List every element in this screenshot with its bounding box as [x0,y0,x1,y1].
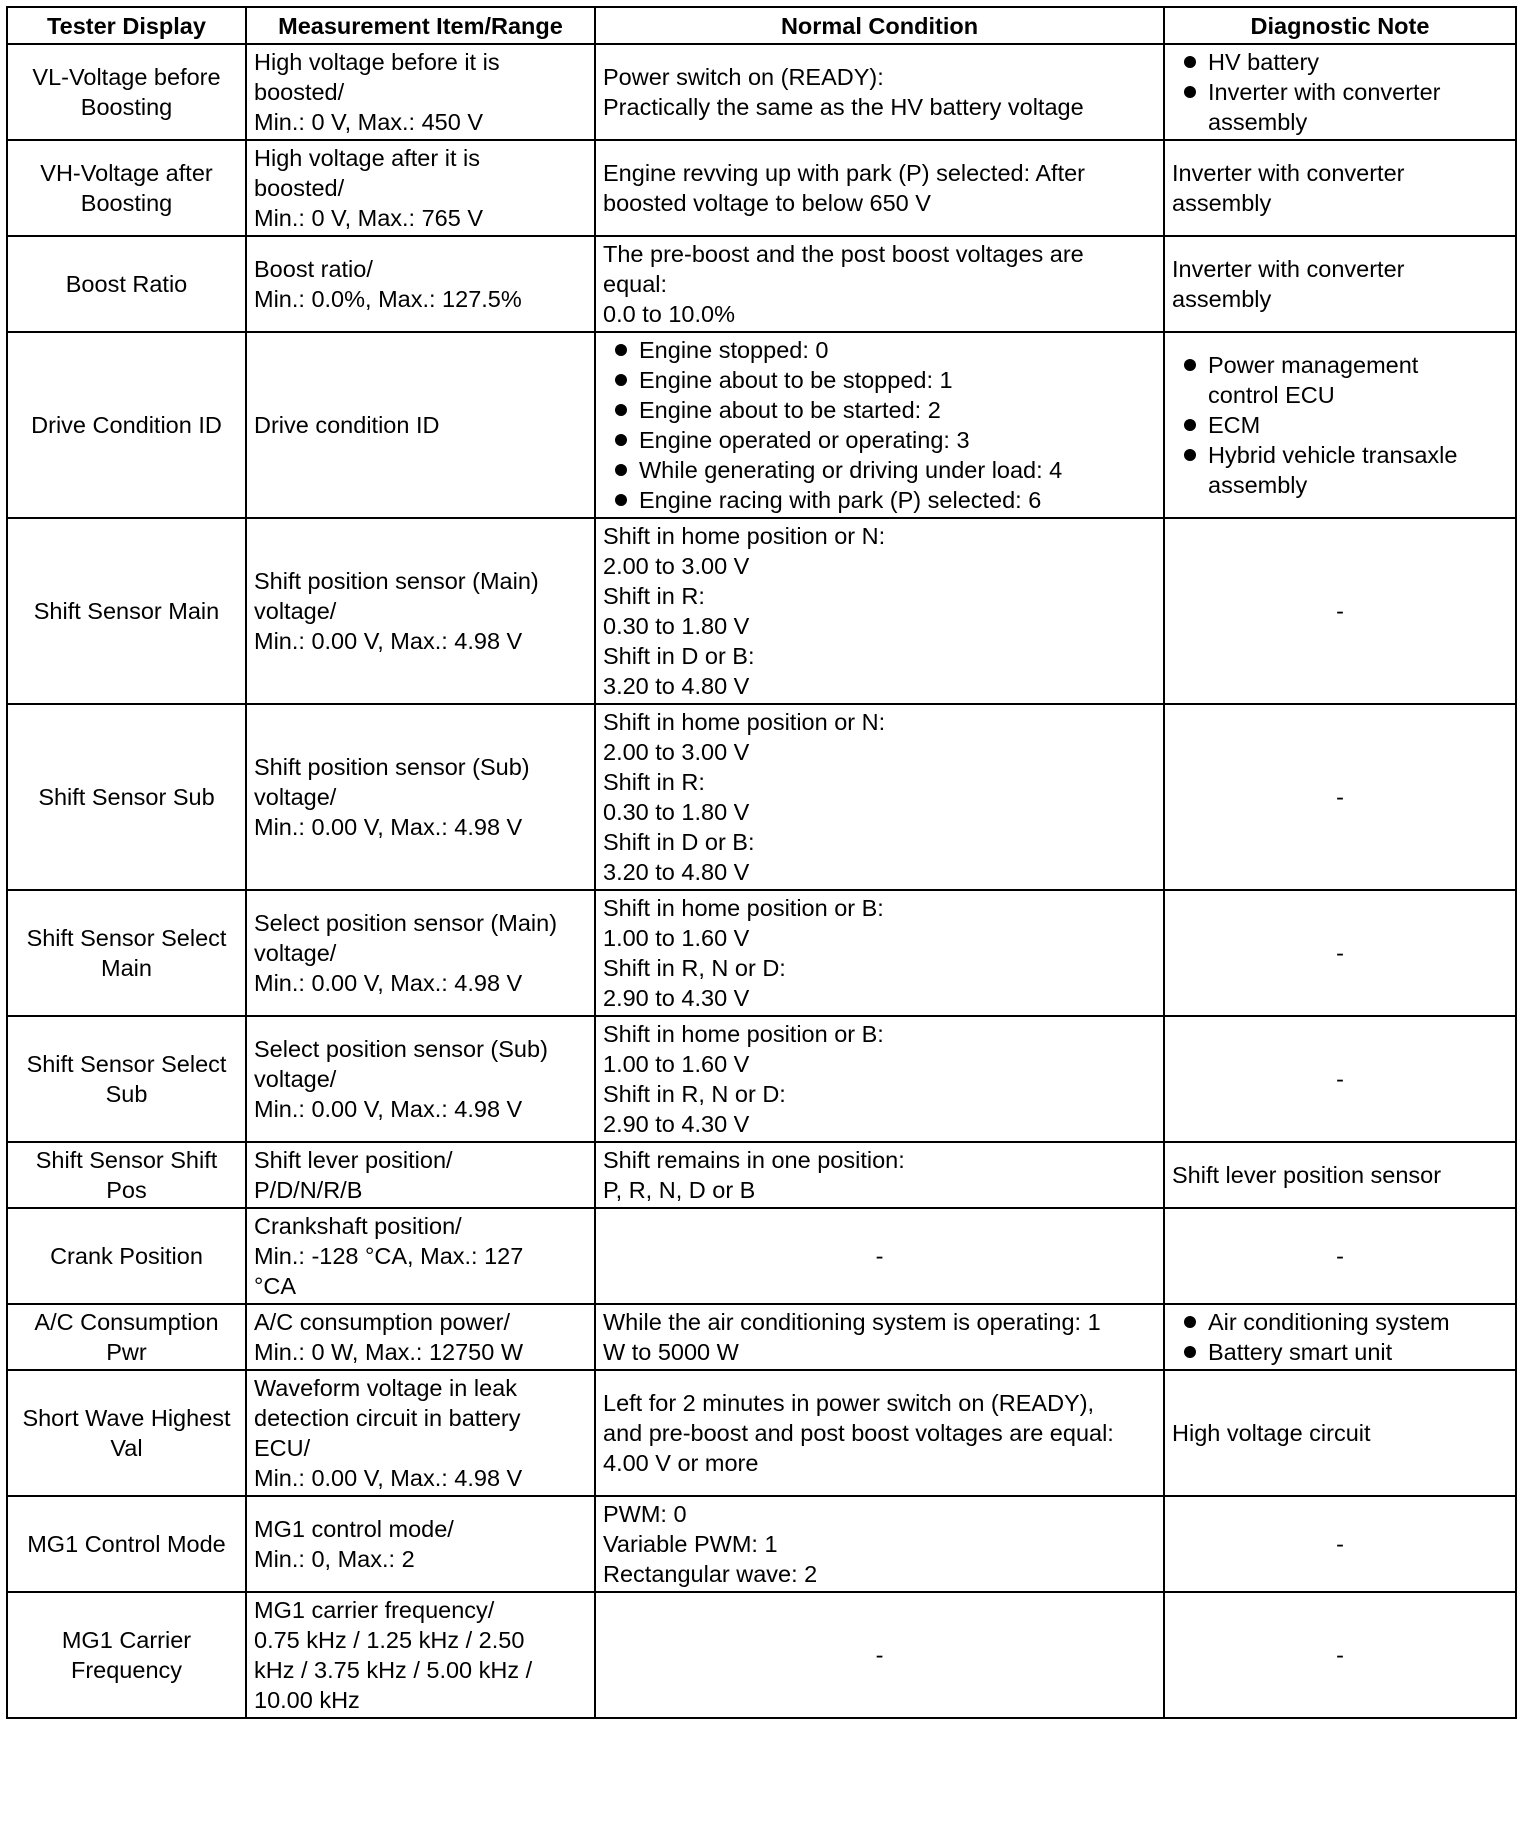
tester-display-cell [7,1370,246,1496]
diagnostic-note-cell [1164,704,1516,890]
diagnostic-note-cell [1164,1208,1516,1304]
cell-line: The pre-boost and the post boost voltages are [603,241,1084,267]
cell-line: P/D/N/R/B [254,1177,363,1203]
cell-line: Min.: 0.00 V, Max.: 4.98 V [254,1465,523,1491]
diagnostic-note-cell [1164,236,1516,332]
measurement-range-cell [246,332,595,518]
table-row [7,236,1516,332]
cell-line: Shift in D or B: [603,643,755,669]
empty-value-dash: - [875,1642,884,1668]
diagnostic-note-cell [1164,44,1516,140]
cell-line: voltage/ [254,1066,337,1092]
measurement-range-cell [246,704,595,890]
cell-line: Shift Sensor Select [26,1051,227,1077]
cell-line: Sub [105,1081,148,1107]
table-row [7,332,1516,518]
cell-line: Min.: 0.00 V, Max.: 4.98 V [254,814,523,840]
cell-line: 3.20 to 4.80 V [603,859,750,885]
cell-line: Boosting [80,94,173,120]
cell-line: Shift position sensor (Main) [254,568,539,594]
normal-condition-cell [595,1592,1164,1718]
cell-line: Min.: 0.0%, Max.: 127.5% [254,286,522,312]
cell-line: Shift lever position/ [254,1147,453,1173]
cell-line: Shift Sensor Shift [35,1147,218,1173]
cell-line: Short Wave Highest [22,1405,231,1431]
measurement-range-cell [246,140,595,236]
cell-line: Engine revving up with park (P) selected: After [603,160,1085,186]
cell-line: A/C consumption power/ [254,1309,511,1335]
measurement-range-cell [246,1496,595,1592]
cell-line: Min.: -128 °CA, Max.: 127 [254,1243,524,1269]
cell-line: Main [101,955,152,981]
empty-value-dash: - [875,1243,884,1269]
bullet-item [1172,1337,1508,1367]
cell-line: Min.: 0, Max.: 2 [254,1546,415,1572]
cell-line: Shift position sensor (Sub) [254,754,530,780]
cell-line: MG1 Carrier [61,1627,192,1653]
bullet-item [1172,77,1508,137]
bullet-text: assembly [1208,109,1308,135]
empty-value-dash: - [1336,1243,1344,1269]
cell-line: Shift Sensor Sub [38,784,215,810]
cell-line: MG1 carrier frequency/ [254,1597,495,1623]
table-header [7,7,1516,44]
bullet-item [603,485,1156,515]
normal-condition-cell [595,332,1164,518]
cell-line: Val [110,1435,143,1461]
cell-line: VL-Voltage before [32,64,221,90]
cell-line: Drive condition ID [254,412,440,438]
cell-line: Rectangular wave: 2 [603,1561,818,1587]
cell-line: MG1 control mode/ [254,1516,454,1542]
cell-line: 1.00 to 1.60 V [603,1051,750,1077]
bullet-text: Engine stopped: 0 [639,337,829,363]
cell-line: Left for 2 minutes in power switch on (READY), [603,1390,1095,1416]
cell-line: Practically the same as the HV battery voltage [603,94,1084,120]
cell-line: °CA [254,1273,297,1299]
tester-display-cell [7,1496,246,1592]
cell-line: Min.: 0.00 V, Max.: 4.98 V [254,628,523,654]
normal-condition-cell [595,518,1164,704]
bullet-icon [615,434,627,446]
table-row [7,1208,1516,1304]
bullet-text: HV battery [1208,49,1320,75]
tester-display-cell [7,518,246,704]
cell-line: Shift in R: [603,583,705,609]
cell-line: High voltage after it is [254,145,480,171]
bullet-item [1172,1307,1508,1337]
cell-line: Shift remains in one position: [603,1147,905,1173]
diagnostic-note-cell [1164,1016,1516,1142]
cell-line: Shift in R, N or D: [603,1081,786,1107]
cell-line: Pos [106,1177,147,1203]
diagnostic-note-cell [1164,332,1516,518]
table-row [7,1304,1516,1370]
cell-line: assembly [1172,286,1272,312]
cell-line: Min.: 0 W, Max.: 12750 W [254,1339,524,1365]
cell-line: 0.0 to 10.0% [603,301,735,327]
measurement-range-cell [246,890,595,1016]
cell-line: Power switch on (READY): [603,64,884,90]
cell-line: 3.20 to 4.80 V [603,673,750,699]
bullet-text: Air conditioning system [1208,1309,1450,1335]
measurement-range-cell [246,1370,595,1496]
cell-line: While the air conditioning system is operating: 1 [603,1309,1101,1335]
cell-line: Shift in home position or B: [603,1021,884,1047]
tester-display-cell [7,1304,246,1370]
cell-line: Frequency [70,1657,183,1683]
bullet-text: Battery smart unit [1208,1339,1393,1365]
normal-condition-cell [595,1016,1164,1142]
cell-line: Shift in R: [603,769,705,795]
bullet-text: Engine about to be stopped: 1 [639,367,953,393]
cell-line: Waveform voltage in leak [254,1375,517,1401]
measurement-range-cell [246,1016,595,1142]
bullet-icon [615,494,627,506]
measurement-range-cell [246,1142,595,1208]
diagnostic-note-cell [1164,1592,1516,1718]
tester-display-cell [7,236,246,332]
cell-line: A/C Consumption [34,1309,219,1335]
cell-line: Crankshaft position/ [254,1213,462,1239]
bullet-text: Engine operated or operating: 3 [639,427,970,453]
normal-condition-cell [595,1208,1164,1304]
tester-display-cell [7,1592,246,1718]
cell-line: Shift in home position or N: [603,709,886,735]
bullet-icon [1184,1346,1196,1358]
cell-line: Min.: 0 V, Max.: 765 V [254,205,484,231]
bullet-item [603,395,1156,425]
bullet-text: Power management [1208,352,1419,378]
bullet-list [1172,1307,1508,1367]
measurement-range-cell [246,236,595,332]
bullet-text: assembly [1208,472,1308,498]
cell-line: Select position sensor (Sub) [254,1036,548,1062]
cell-line: boosted/ [254,175,345,201]
cell-line: 1.00 to 1.60 V [603,925,750,951]
cell-line: Shift Sensor Main [33,598,220,624]
bullet-icon [1184,359,1196,371]
cell-line: High voltage circuit [1172,1420,1371,1446]
diagnostic-note-cell [1164,890,1516,1016]
table-row [7,1592,1516,1718]
table-row [7,1496,1516,1592]
cell-line: Shift in D or B: [603,829,755,855]
cell-line: Min.: 0.00 V, Max.: 4.98 V [254,970,523,996]
cell-line: Shift lever position sensor [1172,1162,1442,1188]
empty-value-dash: - [1336,1531,1344,1557]
cell-line: 0.75 kHz / 1.25 kHz / 2.50 [254,1627,525,1653]
cell-line: MG1 Control Mode [27,1531,226,1557]
tester-display-cell [7,332,246,518]
cell-line: and pre-boost and post boost voltages are equal: [603,1420,1114,1446]
tester-display-cell [7,1142,246,1208]
empty-value-dash: - [1336,598,1344,624]
normal-condition-cell [595,1142,1164,1208]
cell-line: PWM: 0 [603,1501,687,1527]
cell-line: Crank Position [50,1243,203,1269]
cell-line: 0.30 to 1.80 V [603,613,750,639]
cell-line: Shift in home position or N: [603,523,886,549]
cell-line: 0.30 to 1.80 V [603,799,750,825]
cell-line: Min.: 0 V, Max.: 450 V [254,109,484,135]
data-table-wrapper [6,6,1515,1719]
bullet-list [1172,47,1508,137]
table-row [7,1142,1516,1208]
cell-line: Inverter with converter [1172,160,1405,186]
cell-line: boosted voltage to below 650 V [603,190,931,216]
bullet-text: Inverter with converter [1208,79,1441,105]
table-row [7,1370,1516,1496]
cell-line: Boost ratio/ [254,256,373,282]
cell-line: W to 5000 W [603,1339,739,1365]
measurement-range-cell [246,1304,595,1370]
header-row [7,7,1516,44]
cell-line: Pwr [106,1339,147,1365]
normal-condition-cell [595,1304,1164,1370]
diagnostic-note-cell [1164,1304,1516,1370]
measurement-range-cell [246,44,595,140]
bullet-text: Engine about to be started: 2 [639,397,941,423]
cell-line: 2.90 to 4.30 V [603,1111,750,1137]
cell-line: 2.00 to 3.00 V [603,553,750,579]
bullet-text: Engine racing with park (P) selected: 6 [639,487,1042,513]
bullet-icon [1184,419,1196,431]
tester-display-cell [7,890,246,1016]
bullet-text: control ECU [1208,382,1335,408]
bullet-item [603,365,1156,395]
empty-value-dash: - [1336,940,1344,966]
normal-condition-cell [595,236,1164,332]
empty-value-dash: - [1336,1066,1344,1092]
cell-line: Drive Condition ID [31,412,222,438]
bullet-icon [615,344,627,356]
bullet-icon [1184,56,1196,68]
bullet-icon [615,404,627,416]
cell-line: Inverter with converter [1172,256,1405,282]
tester-display-cell [7,140,246,236]
bullet-list [1172,350,1508,500]
bullet-item [1172,410,1508,440]
cell-line: Boosting [80,190,173,216]
measurement-range-cell [246,1592,595,1718]
bullet-item [1172,440,1508,500]
tester-display-cell [7,44,246,140]
bullet-icon [1184,86,1196,98]
cell-line: assembly [1172,190,1272,216]
cell-line: Boost Ratio [65,271,188,297]
cell-line: Select position sensor (Main) [254,910,558,936]
cell-line: Shift in home position or B: [603,895,884,921]
cell-line: 2.00 to 3.00 V [603,739,750,765]
table-row [7,140,1516,236]
cell-line: ECU/ [254,1435,311,1461]
normal-condition-cell [595,1370,1164,1496]
cell-line: Shift Sensor Select [26,925,227,951]
cell-line: boosted/ [254,79,345,105]
measurement-range-cell [246,1208,595,1304]
bullet-item [603,425,1156,455]
header-measurement-item: Measurement Item/Range [246,7,595,44]
cell-line: voltage/ [254,940,337,966]
empty-value-dash: - [1336,784,1344,810]
table-row [7,518,1516,704]
data-list-table [6,6,1517,1719]
bullet-text: ECM [1208,412,1261,438]
cell-line: voltage/ [254,598,337,624]
cell-line: 4.00 V or more [603,1450,759,1476]
cell-line: VH-Voltage after [40,160,213,186]
table-row [7,704,1516,890]
normal-condition-cell [595,890,1164,1016]
normal-condition-cell [595,44,1164,140]
tester-display-cell [7,1208,246,1304]
diagnostic-note-cell [1164,518,1516,704]
normal-condition-cell [595,704,1164,890]
bullet-icon [615,374,627,386]
bullet-item [603,455,1156,485]
empty-value-dash: - [1336,1642,1344,1668]
bullet-item [1172,350,1508,410]
normal-condition-cell [595,1496,1164,1592]
diagnostic-note-cell [1164,1142,1516,1208]
measurement-range-cell [246,518,595,704]
header-normal-condition: Normal Condition [595,7,1164,44]
table-row [7,44,1516,140]
cell-line: P, R, N, D or B [603,1177,756,1203]
header-tester-display: Tester Display [7,7,246,44]
cell-line: detection circuit in battery [254,1405,521,1431]
cell-line: Min.: 0.00 V, Max.: 4.98 V [254,1096,523,1122]
cell-line: voltage/ [254,784,337,810]
bullet-item [1172,47,1508,77]
bullet-item [603,335,1156,365]
diagnostic-note-cell [1164,1370,1516,1496]
header-diagnostic-note: Diagnostic Note [1164,7,1516,44]
bullet-list [603,335,1156,515]
diagnostic-note-cell [1164,1496,1516,1592]
bullet-icon [615,464,627,476]
table-row [7,1016,1516,1142]
bullet-icon [1184,449,1196,461]
cell-line: kHz / 3.75 kHz / 5.00 kHz / [254,1657,533,1683]
tester-display-cell [7,704,246,890]
tester-display-cell [7,1016,246,1142]
cell-line: Shift in R, N or D: [603,955,786,981]
bullet-text: Hybrid vehicle transaxle [1208,442,1458,468]
bullet-text: While generating or driving under load: 4 [639,457,1063,483]
diagnostic-note-cell [1164,140,1516,236]
table-row [7,890,1516,1016]
bullet-icon [1184,1316,1196,1328]
cell-line: 2.90 to 4.30 V [603,985,750,1011]
cell-line: 10.00 kHz [254,1687,360,1713]
cell-line: Variable PWM: 1 [603,1531,778,1557]
normal-condition-cell [595,140,1164,236]
table-body [7,44,1516,1718]
cell-line: equal: [603,271,668,297]
cell-line: High voltage before it is [254,49,500,75]
